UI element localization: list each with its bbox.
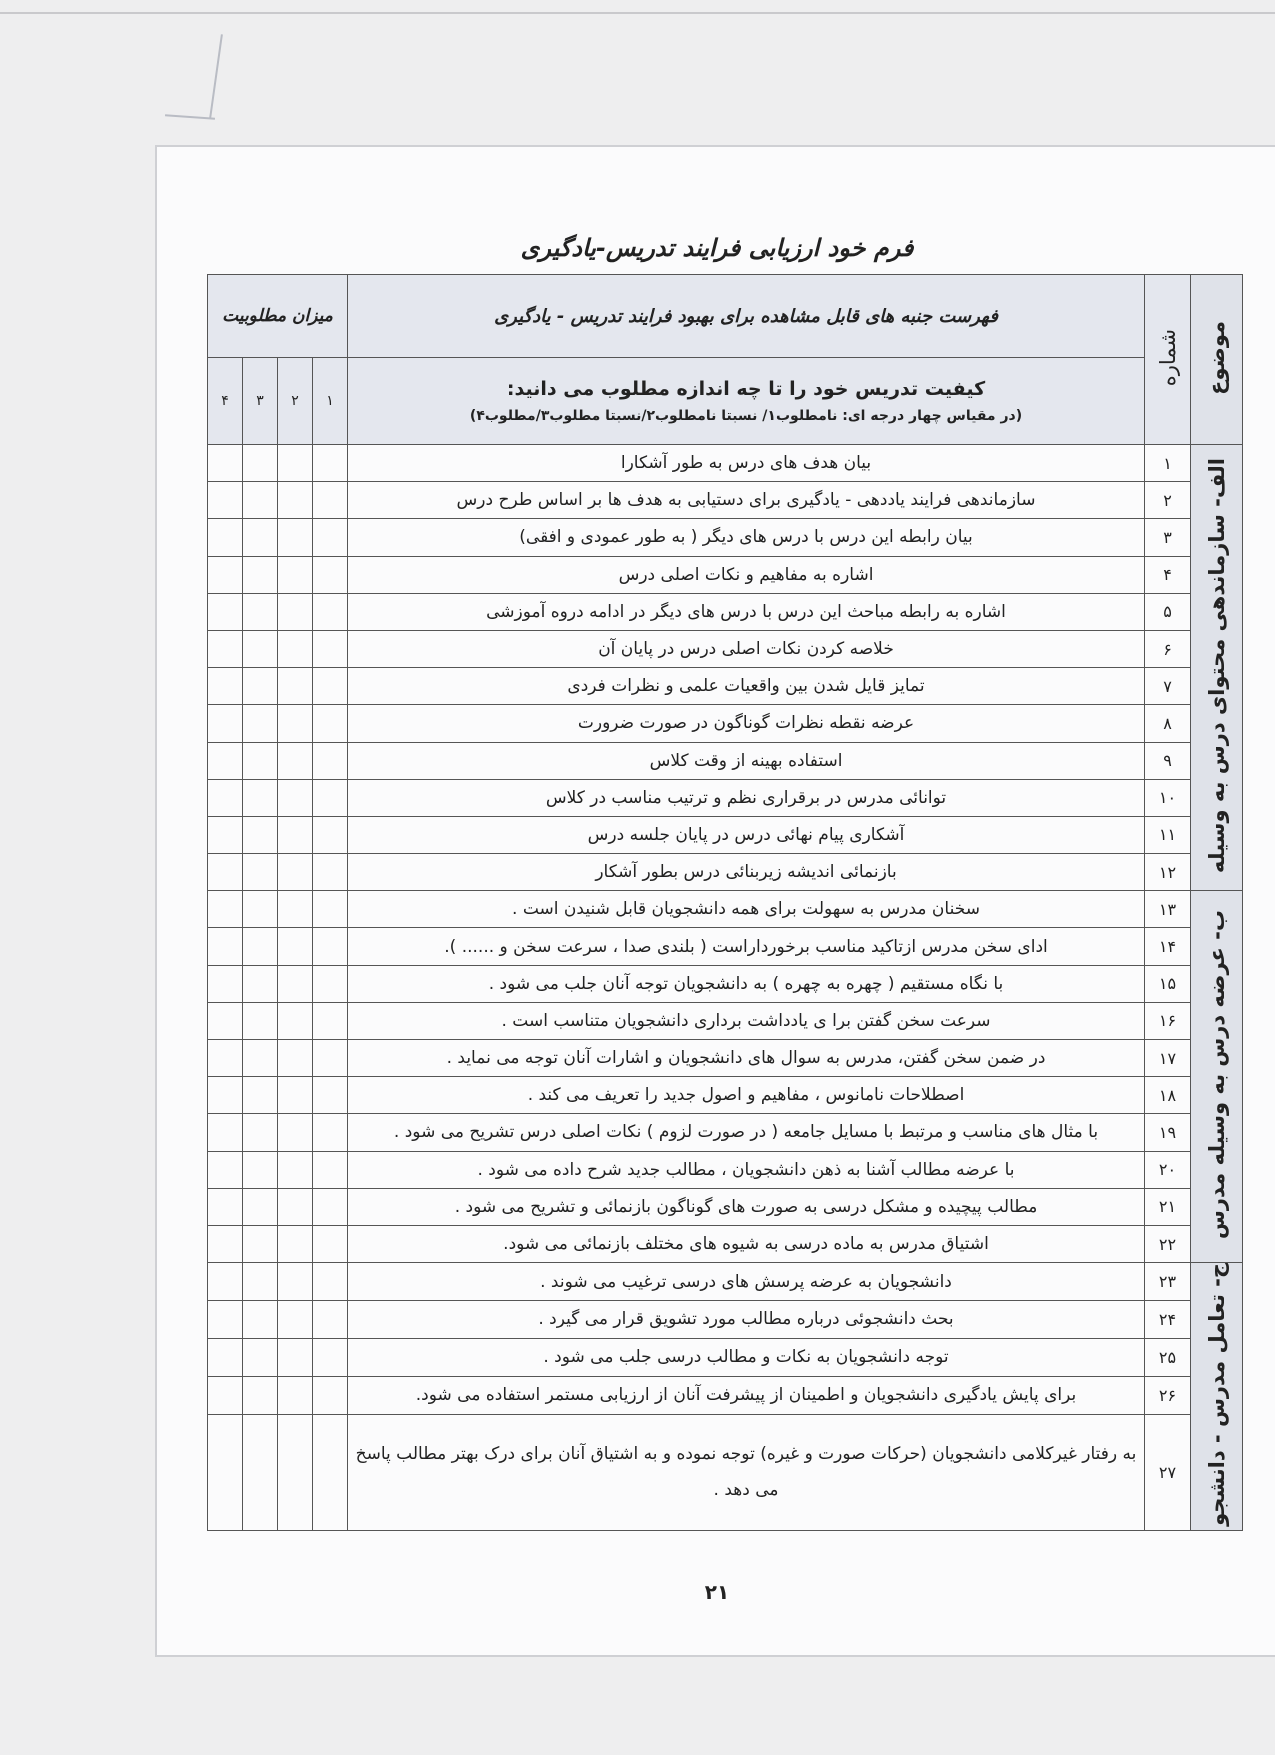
table-row [208, 816, 1243, 853]
rating-column-4: ۴ [208, 358, 243, 445]
rating-box-2[interactable] [278, 779, 313, 816]
item-number: ۱۳ [1145, 891, 1191, 928]
item-statement: دانشجویان به عرضه پرسش های درسی ترغیب می شوند . [348, 1263, 1145, 1301]
item-statement: با نگاه مستقیم ( چهره به چهره ) به دانشجویان توجه آنان جلب می شود . [348, 965, 1145, 1002]
rating-box-1[interactable] [313, 556, 348, 593]
rating-box-3[interactable] [243, 519, 278, 556]
rating-box-4[interactable] [208, 705, 243, 742]
rating-box-1[interactable] [313, 965, 348, 1002]
item-statement: بیان هدف های درس به طور آشکارا [348, 445, 1145, 482]
rating-box-1[interactable] [313, 1301, 348, 1339]
table-row [208, 779, 1243, 816]
item-statement: بازنمائی اندیشه زیربنائی درس بطور آشکار [348, 854, 1145, 891]
item-number: ۱۱ [1145, 816, 1191, 853]
item-number: ۲۱ [1145, 1188, 1191, 1225]
rating-box-4[interactable] [208, 1151, 243, 1188]
rating-box-3[interactable] [243, 705, 278, 742]
rating-box-4[interactable] [208, 928, 243, 965]
rating-box-3[interactable] [243, 1188, 278, 1225]
item-statement: در ضمن سخن گفتن، مدرس به سوال های دانشجویان و اشارات آنان توجه می نماید . [348, 1040, 1145, 1077]
rating-box-4[interactable] [208, 1077, 243, 1114]
rating-box-3[interactable] [243, 1301, 278, 1339]
rating-box-1[interactable] [313, 891, 348, 928]
quality-question: کیفیت تدریس خود را تا چه اندازه مطلوب می دانید: [506, 378, 986, 400]
rating-box-3[interactable] [243, 1414, 278, 1530]
list-title-header: فهرست جنبه های قابل مشاهده برای بهبود فرایند تدریس - یادگیری [348, 275, 1145, 358]
quality-question-header [348, 358, 1145, 445]
rating-box-3[interactable] [243, 928, 278, 965]
item-number: ۱۹ [1145, 1114, 1191, 1151]
rating-column-1: ۱ [313, 358, 348, 445]
rating-box-3[interactable] [243, 779, 278, 816]
evaluation-table [207, 274, 1243, 1531]
item-statement: آشکاری پیام نهائی درس در پایان جلسه درس [348, 816, 1145, 853]
rating-box-1[interactable] [313, 593, 348, 630]
rating-box-4[interactable] [208, 593, 243, 630]
item-number: ۷ [1145, 668, 1191, 705]
item-statement: اصطلاحات نامانوس ، مفاهیم و اصول جدید را تعریف می کند . [348, 1077, 1145, 1114]
rating-box-3[interactable] [243, 965, 278, 1002]
item-statement: سخنان مدرس به سهولت برای همه دانشجویان قابل شنیدن است . [348, 891, 1145, 928]
rating-box-4[interactable] [208, 1040, 243, 1077]
table-row [208, 1151, 1243, 1188]
scale-note: (در مقیاس چهار درجه ای: نامطلوب۱/ نسبتا نامطلوب۲/نسبتا مطلوب۳/مطلوب۴) [469, 408, 1023, 424]
item-number: ۲۲ [1145, 1225, 1191, 1262]
rating-box-3[interactable] [243, 1077, 278, 1114]
rating-box-3[interactable] [243, 1151, 278, 1188]
rating-box-1[interactable] [313, 742, 348, 779]
table-row [208, 593, 1243, 630]
rating-box-1[interactable] [313, 816, 348, 853]
scan-mark [165, 114, 215, 119]
item-number: ۲ [1145, 482, 1191, 519]
table-row [208, 1338, 1243, 1376]
rating-box-1[interactable] [313, 1263, 348, 1301]
rating-box-2[interactable] [278, 593, 313, 630]
topic-header-label: موضوع [1204, 320, 1229, 395]
item-statement: ادای سخن مدرس ازتاکید مناسب برخورداراست ( بلندی صدا ، سرعت سخن و ...... ). [348, 928, 1145, 965]
rating-box-4[interactable] [208, 816, 243, 853]
rating-box-4[interactable] [208, 891, 243, 928]
item-number: ۹ [1145, 742, 1191, 779]
table-row [208, 1301, 1243, 1339]
page-title: فرم خود ارزیابی فرایند تدریس-یادگیری [520, 234, 914, 262]
rating-box-1[interactable] [313, 1376, 348, 1414]
item-statement: سازماندهی فرایند یاددهی - یادگیری برای دستیابی به هدف ها بر اساس طرح درس [348, 482, 1145, 519]
rating-box-1[interactable] [313, 1338, 348, 1376]
rating-box-2[interactable] [278, 445, 313, 482]
rating-box-3[interactable] [243, 1002, 278, 1039]
rating-box-2[interactable] [278, 1338, 313, 1376]
item-statement: توانائی مدرس در برقراری نظم و ترتیب مناسب در کلاس [348, 779, 1145, 816]
rating-box-3[interactable] [243, 593, 278, 630]
table-row [208, 1225, 1243, 1262]
table-row [208, 1040, 1243, 1077]
table-row [208, 854, 1243, 891]
item-statement: اشاره به رابطه مباحث این درس با درس های دیگر در ادامه دروه آموزشی [348, 593, 1145, 630]
rating-title-header: میزان مطلوبیت [208, 275, 348, 358]
rating-box-1[interactable] [313, 705, 348, 742]
rating-box-1[interactable] [313, 928, 348, 965]
rating-box-3[interactable] [243, 1376, 278, 1414]
rating-box-1[interactable] [313, 1040, 348, 1077]
rating-box-3[interactable] [243, 816, 278, 853]
item-number: ۱۴ [1145, 928, 1191, 965]
rating-box-2[interactable] [278, 854, 313, 891]
rating-box-3[interactable] [243, 891, 278, 928]
rating-box-4[interactable] [208, 965, 243, 1002]
rating-box-2[interactable] [278, 965, 313, 1002]
rating-box-2[interactable] [278, 816, 313, 853]
table-row [208, 482, 1243, 519]
rating-box-1[interactable] [313, 1225, 348, 1262]
section-label-cell [1191, 445, 1243, 891]
item-statement: بحث دانشجوئی درباره مطالب مورد تشویق قرار می گیرد . [348, 1301, 1145, 1339]
rating-box-1[interactable] [313, 1002, 348, 1039]
rating-box-1[interactable] [313, 519, 348, 556]
table-row [208, 1263, 1243, 1301]
rating-box-3[interactable] [243, 1040, 278, 1077]
rating-box-4[interactable] [208, 854, 243, 891]
item-statement: عرضه نقطه نظرات گوناگون در صورت ضرورت [348, 705, 1145, 742]
item-statement: سرعت سخن گفتن برا ی یادداشت برداری دانشجویان متناسب است . [348, 1002, 1145, 1039]
table-row [208, 1002, 1243, 1039]
scan-edge [0, 12, 1275, 14]
rating-box-1[interactable] [313, 630, 348, 667]
item-number: ۴ [1145, 556, 1191, 593]
rating-box-2[interactable] [278, 1376, 313, 1414]
rating-box-4[interactable] [208, 668, 243, 705]
rating-box-3[interactable] [243, 1114, 278, 1151]
table-row [208, 705, 1243, 742]
rating-box-4[interactable] [208, 1114, 243, 1151]
item-number: ۱۷ [1145, 1040, 1191, 1077]
rating-box-1[interactable] [313, 1114, 348, 1151]
item-number: ۲۷ [1145, 1414, 1191, 1530]
rating-box-2[interactable] [278, 668, 313, 705]
table-row [208, 891, 1243, 928]
rating-box-2[interactable] [278, 630, 313, 667]
rating-box-3[interactable] [243, 1338, 278, 1376]
item-statement: با عرضه مطالب آشنا به ذهن دانشجویان ، مطالب جدید شرح داده می شود . [348, 1151, 1145, 1188]
table-row [208, 928, 1243, 965]
item-statement: خلاصه کردن نکات اصلی درس در پایان آن [348, 630, 1145, 667]
rating-box-2[interactable] [278, 1414, 313, 1530]
table-row [208, 1188, 1243, 1225]
table-row [208, 556, 1243, 593]
rating-box-4[interactable] [208, 742, 243, 779]
rating-box-4[interactable] [208, 1263, 243, 1301]
item-number: ۲۳ [1145, 1263, 1191, 1301]
rating-box-1[interactable] [313, 1077, 348, 1114]
rating-box-2[interactable] [278, 891, 313, 928]
table-row [208, 668, 1243, 705]
rating-column-2: ۲ [278, 358, 313, 445]
rating-box-2[interactable] [278, 1077, 313, 1114]
rating-box-1[interactable] [313, 1414, 348, 1530]
item-number: ۱۸ [1145, 1077, 1191, 1114]
scan-mark [209, 34, 223, 118]
rating-box-2[interactable] [278, 1188, 313, 1225]
item-number: ۸ [1145, 705, 1191, 742]
item-number: ۲۴ [1145, 1301, 1191, 1339]
item-number: ۱۶ [1145, 1002, 1191, 1039]
rating-box-1[interactable] [313, 445, 348, 482]
item-statement: توجه دانشجویان به نکات و مطالب درسی جلب می شود . [348, 1338, 1145, 1376]
rating-box-2[interactable] [278, 1263, 313, 1301]
item-number: ۱۵ [1145, 965, 1191, 1002]
rating-box-4[interactable] [208, 1376, 243, 1414]
item-number: ۳ [1145, 519, 1191, 556]
section-label: ب- عرضه درس به وسیله مدرس [1204, 910, 1229, 1240]
rating-box-4[interactable] [208, 1414, 243, 1530]
item-number: ۲۵ [1145, 1338, 1191, 1376]
rating-box-3[interactable] [243, 630, 278, 667]
table-body [208, 445, 1243, 1531]
item-statement: استفاده بهینه از وقت کلاس [348, 742, 1145, 779]
rating-box-4[interactable] [208, 482, 243, 519]
rating-box-2[interactable] [278, 742, 313, 779]
section-label-cell [1191, 891, 1243, 1263]
section-label: الف- سازماندهی محتوای درس به وسیله [1204, 458, 1229, 874]
rating-box-2[interactable] [278, 1301, 313, 1339]
number-header-label: شماره [1155, 328, 1180, 387]
document-page [155, 145, 1275, 1657]
section-label-cell [1191, 1263, 1243, 1531]
rating-box-3[interactable] [243, 1263, 278, 1301]
section-label: ج- تعامل مدرس - دانشجو [1204, 1263, 1229, 1527]
table-row [208, 1077, 1243, 1114]
item-statement: به رفتار غیرکلامی دانشجویان (حرکات صورت و غیره) توجه نموده و به اشتیاق آنان برای درک بهتر مطالب پاسخ می دهد . [348, 1414, 1145, 1530]
rating-box-2[interactable] [278, 705, 313, 742]
rating-box-4[interactable] [208, 630, 243, 667]
rating-box-3[interactable] [243, 1225, 278, 1262]
rating-box-1[interactable] [313, 668, 348, 705]
rating-box-4[interactable] [208, 556, 243, 593]
rating-box-4[interactable] [208, 1225, 243, 1262]
rating-box-2[interactable] [278, 482, 313, 519]
item-number: ۱ [1145, 445, 1191, 482]
rating-box-2[interactable] [278, 928, 313, 965]
item-statement: اشتیاق مدرس به ماده درسی به شیوه های مختلف بازنمائی می شود. [348, 1225, 1145, 1262]
item-statement: بیان رابطه این درس با درس های دیگر ( به طور عمودی و افقی) [348, 519, 1145, 556]
item-statement: اشاره به مفاهیم و نکات اصلی درس [348, 556, 1145, 593]
item-number: ۱۲ [1145, 854, 1191, 891]
table-row [208, 1414, 1243, 1530]
rating-column-3: ۳ [243, 358, 278, 445]
rating-box-1[interactable] [313, 1151, 348, 1188]
rating-box-4[interactable] [208, 1338, 243, 1376]
item-number: ۶ [1145, 630, 1191, 667]
rating-box-1[interactable] [313, 854, 348, 891]
page-number: ۲۱ [704, 1580, 730, 1604]
rating-box-4[interactable] [208, 519, 243, 556]
rating-box-2[interactable] [278, 1151, 313, 1188]
item-statement: تمایز قایل شدن بین واقعیات علمی و نظرات فردی [348, 668, 1145, 705]
table-row [208, 965, 1243, 1002]
table-row [208, 630, 1243, 667]
rating-box-3[interactable] [243, 742, 278, 779]
table-row [208, 519, 1243, 556]
rating-box-1[interactable] [313, 482, 348, 519]
rating-box-3[interactable] [243, 556, 278, 593]
rating-box-1[interactable] [313, 779, 348, 816]
rating-box-4[interactable] [208, 1301, 243, 1339]
table-row [208, 1114, 1243, 1151]
rating-box-3[interactable] [243, 854, 278, 891]
rating-box-2[interactable] [278, 1225, 313, 1262]
rating-box-4[interactable] [208, 1188, 243, 1225]
rating-box-4[interactable] [208, 1002, 243, 1039]
topic-header [1191, 275, 1243, 445]
rating-box-2[interactable] [278, 1114, 313, 1151]
table-row [208, 445, 1243, 482]
rating-box-4[interactable] [208, 779, 243, 816]
rating-box-3[interactable] [243, 668, 278, 705]
item-number: ۲۰ [1145, 1151, 1191, 1188]
number-header [1145, 275, 1191, 445]
item-statement: برای پایش یادگیری دانشجویان و اطمینان از پیشرفت آنان از ارزیابی مستمر استفاده می شود. [348, 1376, 1145, 1414]
item-number: ۵ [1145, 593, 1191, 630]
item-statement: با مثال های مناسب و مرتبط با مسایل جامعه ( در صورت لزوم ) نکات اصلی درس تشریح می شود . [348, 1114, 1145, 1151]
rating-box-3[interactable] [243, 445, 278, 482]
rating-box-3[interactable] [243, 482, 278, 519]
table-row [208, 742, 1243, 779]
item-statement: مطالب پیچیده و مشکل درسی به صورت های گوناگون بازنمائی و تشریح می شود . [348, 1188, 1145, 1225]
rating-box-1[interactable] [313, 1188, 348, 1225]
rating-box-4[interactable] [208, 445, 243, 482]
rating-box-2[interactable] [278, 1040, 313, 1077]
item-number: ۱۰ [1145, 779, 1191, 816]
rating-box-2[interactable] [278, 519, 313, 556]
item-number: ۲۶ [1145, 1376, 1191, 1414]
rating-box-2[interactable] [278, 1002, 313, 1039]
rating-box-2[interactable] [278, 556, 313, 593]
table-row [208, 1376, 1243, 1414]
